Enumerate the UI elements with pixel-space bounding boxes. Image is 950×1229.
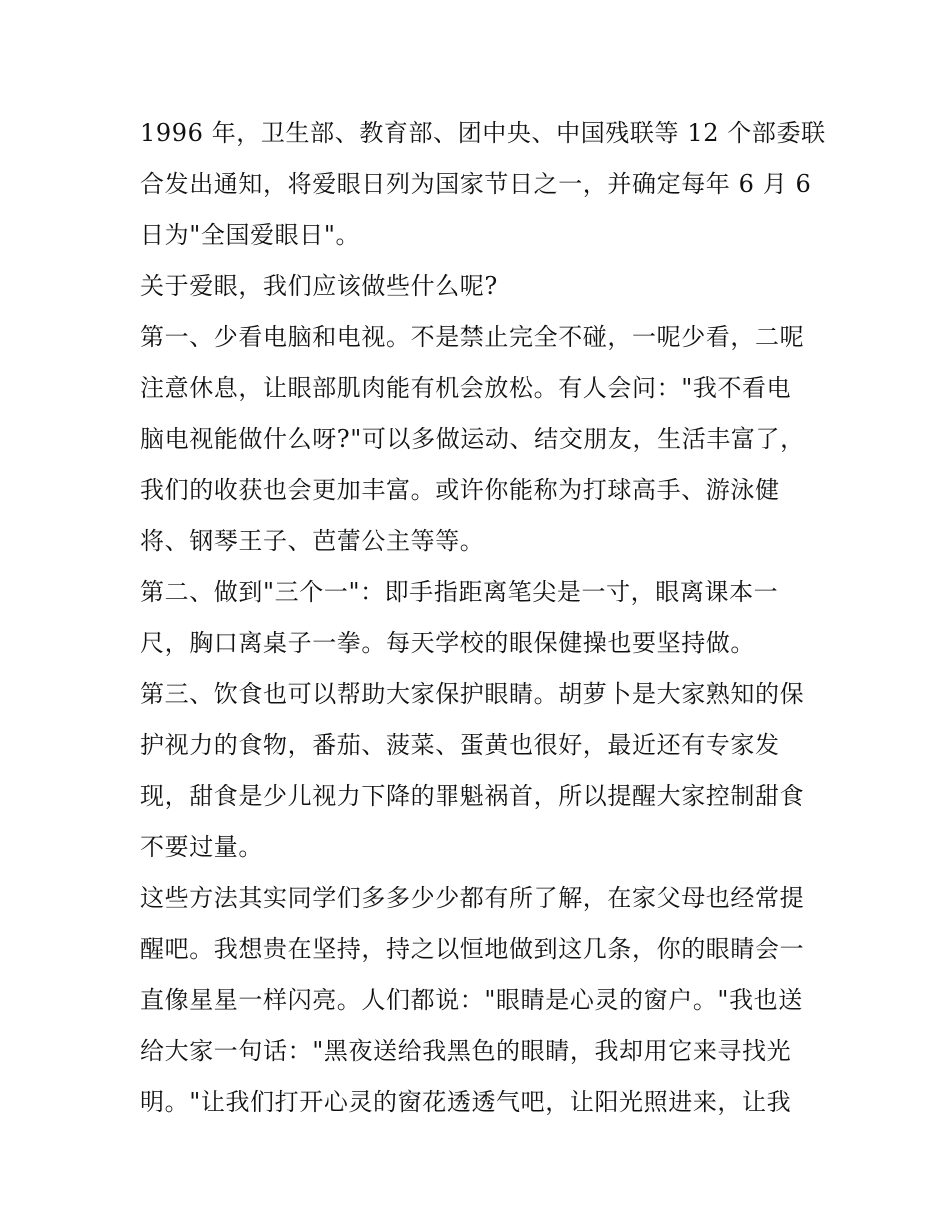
- document-body: [140, 108, 826, 1128]
- text-line: 给大家一句话："黑夜送给我黑色的眼睛，我却用它来寻找光: [140, 1037, 792, 1065]
- text-line: 我们的收获也会更加丰富。或许你能称为打球高手、游泳健: [140, 476, 780, 504]
- text-line: 第三、饮食也可以帮助大家保护眼睛。胡萝卜是大家熟知的保: [140, 680, 805, 708]
- text-line: 尺，胸口离桌子一拳。每天学校的眼保健操也要坚持做。: [140, 629, 755, 657]
- text-line: 第二、做到"三个一"：即手指距离笔尖是一寸，眼离课本一: [140, 578, 779, 606]
- text-line: 醒吧。我想贵在坚持，持之以恒地做到这几条，你的眼睛会一: [140, 935, 805, 963]
- text-line: 注意休息，让眼部肌肉能有机会放松。有人会问："我不看电: [140, 374, 792, 402]
- text-line: 合发出通知，将爱眼日列为国家节日之一，并确定每年 6 月 6: [140, 170, 812, 198]
- text-line: 1996 年，卫生部、教育部、团中央、中国残联等 12 个部委联: [140, 119, 826, 147]
- text-line: 日为"全国爱眼日"。: [140, 221, 361, 249]
- text-line: 将、钢琴王子、芭蕾公主等等。: [140, 527, 485, 555]
- text-line: 现，甜食是少儿视力下降的罪魁祸首，所以提醒大家控制甜食: [140, 782, 805, 810]
- text-line: 关于爱眼，我们应该做些什么呢?: [140, 272, 498, 300]
- text-line: 这些方法其实同学们多多少少都有所了解，在家父母也经常提: [140, 884, 805, 912]
- text-line: 脑电视能做什么呀?"可以多做运动、结交朋友，生活丰富了，: [140, 425, 805, 453]
- text-line: 不要过量。: [140, 833, 263, 861]
- text-line: 护视力的食物，番茄、菠菜、蛋黄也很好，最近还有专家发: [140, 731, 780, 759]
- text-line: 第一、少看电脑和电视。不是禁止完全不碰，一呢少看，二呢: [140, 323, 805, 351]
- text-line: 明。"让我们打开心灵的窗花透透气吧，让阳光照进来，让我: [140, 1088, 792, 1116]
- text-line: 直像星星一样闪亮。人们都说："眼睛是心灵的窗户。"我也送: [140, 986, 803, 1014]
